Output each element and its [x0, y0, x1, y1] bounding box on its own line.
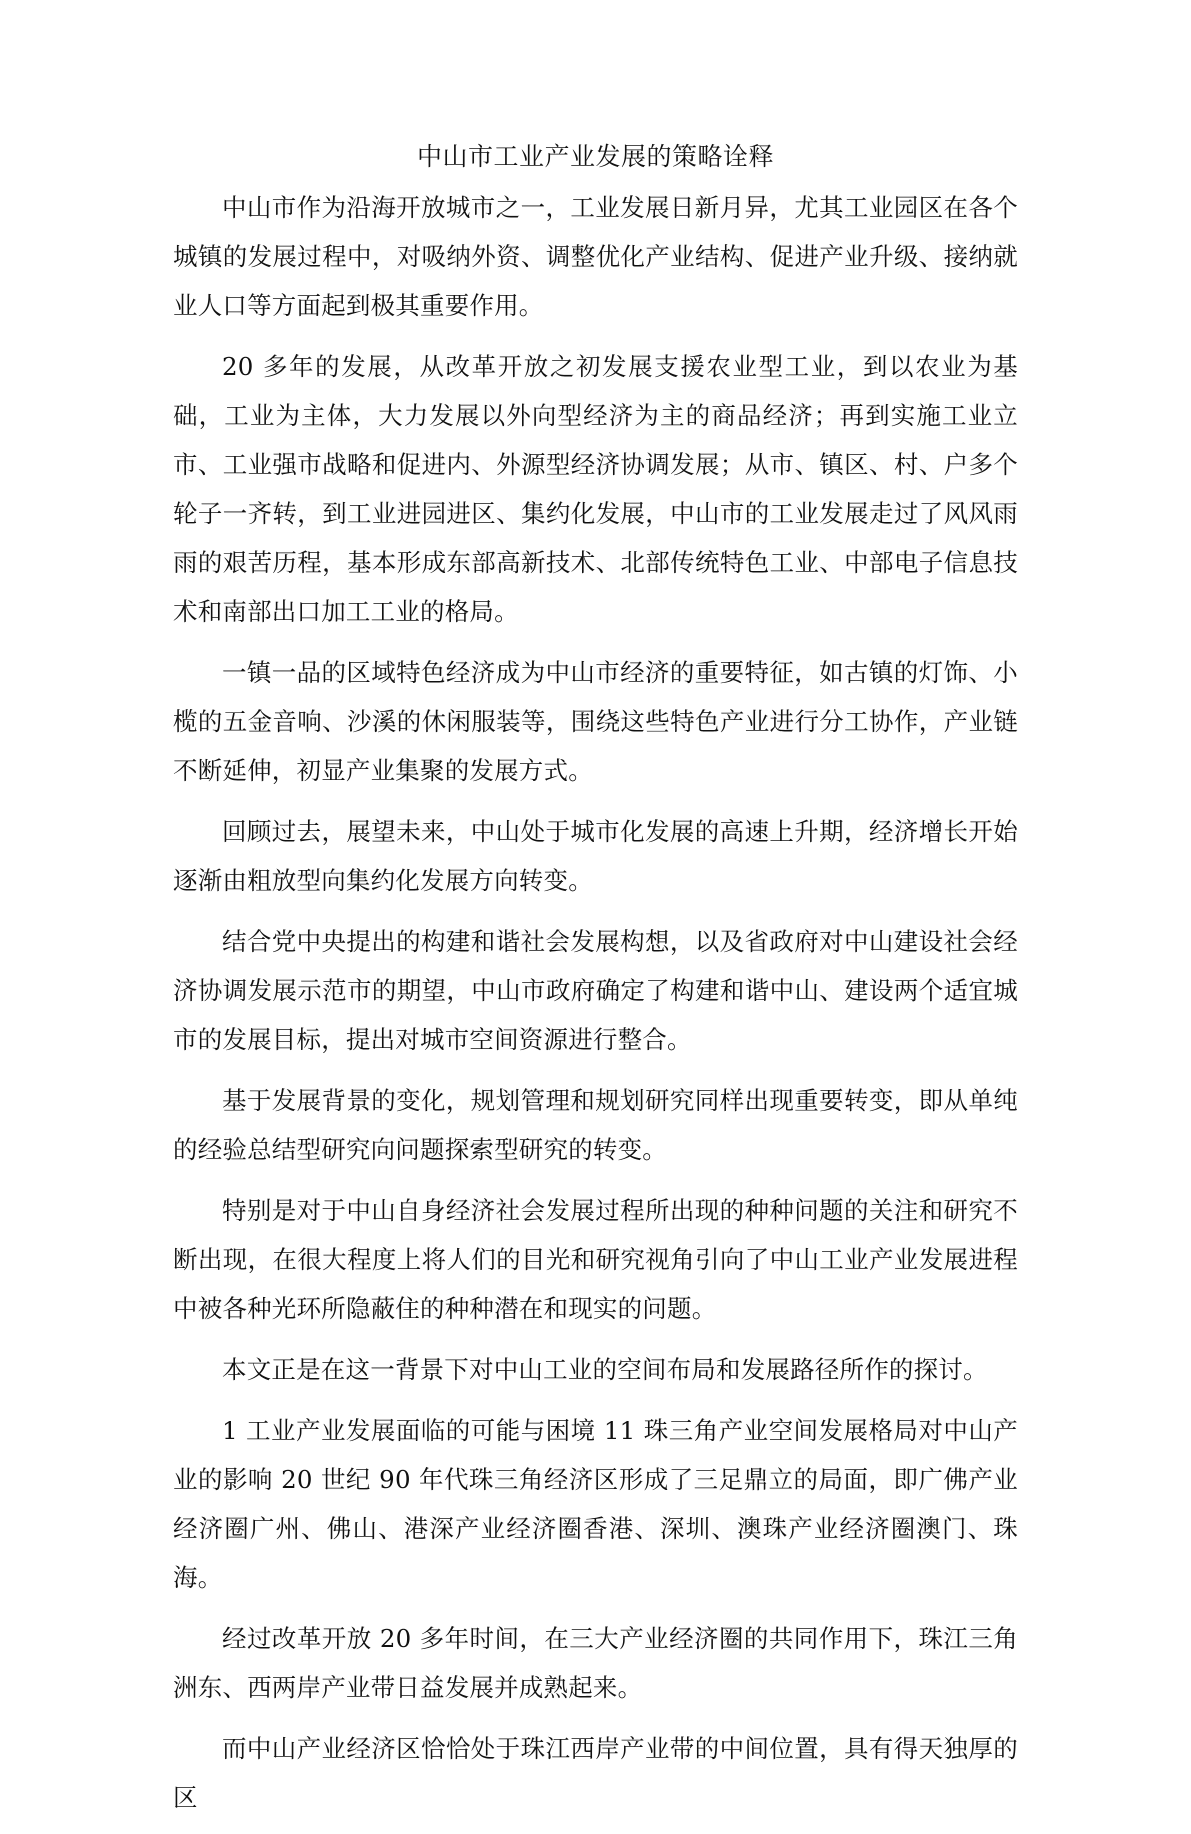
paragraph: 中山市作为沿海开放城市之一，工业发展日新月异，尤其工业园区在各个城镇的发展过程中，对吸纳外资、调整优化产业结构、促进产业升级、接纳就业人口等方面起到极其重要作用。	[173, 193, 1018, 320]
paragraph: 经过改革开放 20 多年时间，在三大产业经济圈的共同作用下，珠江三角洲东、西两岸产业带日益发展并成熟起来。	[173, 1624, 1018, 1702]
paragraph: 回顾过去，展望未来，中山处于城市化发展的高速上升期，经济增长开始逐渐由粗放型向集约化发展方向转变。	[173, 817, 1018, 895]
paragraph: 本文正是在这一背景下对中山工业的空间布局和发展路径所作的探讨。	[222, 1355, 988, 1384]
paragraph: 结合党中央提出的构建和谐社会发展构想，以及省政府对中山建设社会经济协调发展示范市的期望，中山市政府确定了构建和谐中山、建设两个适宜城市的发展目标，提出对城市空间资源进行整合。	[173, 927, 1018, 1054]
document-title: 中山市工业产业发展的策略诠释	[416, 142, 774, 171]
paragraph: 特别是对于中山自身经济社会发展过程所出现的种种问题的关注和研究不断出现，在很大程度上将人们的目光和研究视角引向了中山工业产业发展进程中被各种光环所隐蔽住的种种潜在和现实的问题。	[173, 1196, 1018, 1323]
paragraph: 20 多年的发展，从改革开放之初发展支援农业型工业，到以农业为基础，工业为主体，大力发展以外向型经济为主的商品经济；再到实施工业立市、工业强市战略和促进内、外源型经济协调发展；从市、镇区、村、户多个轮子一齐转，到工业进园进区、集约化发展，中山市的工业发展走过了风风雨雨的艰苦历程，基本形成东部高新技术、北部传统特色工业、中部电子信息技术和南部出口加工工业的格局。	[173, 352, 1018, 626]
paragraph: 而中山产业经济区恰恰处于珠江西岸产业带的中间位置，具有得天独厚的区	[173, 1734, 1018, 1812]
paragraph: 基于发展背景的变化，规划管理和规划研究同样出现重要转变，即从单纯的经验总结型研究向问题探索型研究的转变。	[173, 1086, 1018, 1164]
document-body	[173, 137, 1018, 1834]
paragraph: 1 工业产业发展面临的可能与困境 11 珠三角产业空间发展格局对中山产业的影响 20 世纪 90 年代珠三角经济区形成了三足鼎立的局面，即广佛产业经济圈广州、佛山、港深产业经济圈香港、深圳、澳珠产业经济圈澳门、珠海。	[173, 1416, 1018, 1592]
paragraph: 一镇一品的区域特色经济成为中山市经济的重要特征，如古镇的灯饰、小榄的五金音响、沙溪的休闲服装等，围绕这些特色产业进行分工协作，产业链不断延伸，初显产业集聚的发展方式。	[173, 658, 1018, 785]
